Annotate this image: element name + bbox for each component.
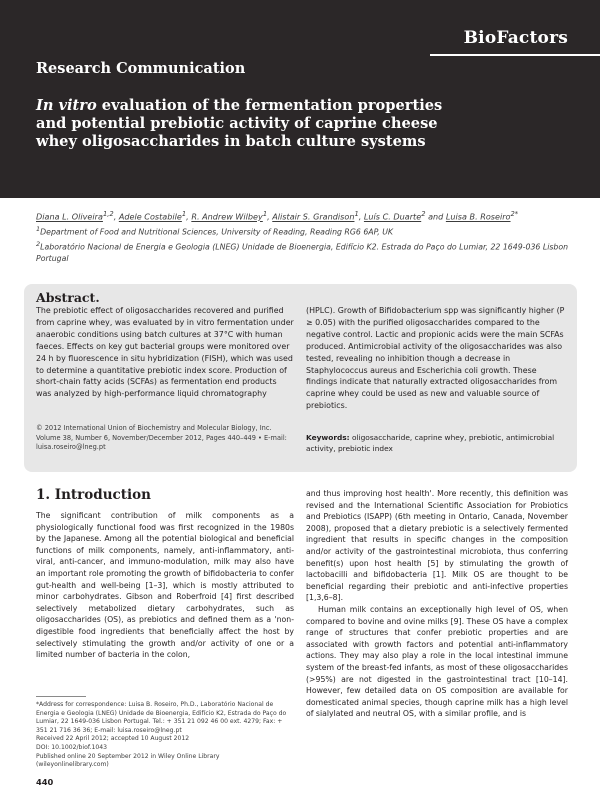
author-affil: 2 bbox=[421, 210, 426, 218]
received-dates: Received 22 April 2012; accepted 10 August 2012 bbox=[36, 735, 190, 743]
journal-rule bbox=[430, 54, 600, 56]
footnote bbox=[36, 701, 294, 770]
author-affil: 1 bbox=[181, 210, 187, 218]
keywords-label: Keywords: bbox=[306, 433, 350, 442]
keywords bbox=[306, 433, 568, 454]
abstract-text-right: (HPLC). Growth of Bifidobacterium spp was significantly higher (P ≥ 0.05) with the purified oligosaccharides compared to the negative control. Lactic and propionic acids were the main SCFAs produced. Antimicrobial activity of the oligosaccharides was also tested, revealing no inhibition though a decrease in Staphylococcus aureus and Escherichia coli growth. These findings indicate that naturally extracted oligosaccharides from caprine whey could be used as new and valuable source of prebiotics. bbox=[306, 306, 565, 411]
keywords-text: oligosaccharide, caprine whey, prebiotic, antimicrobial activity, prebiotic index bbox=[306, 433, 555, 453]
paragraph: The significant contribution of milk components as a physiologically functional food was first recognized in the 1980s by the Japanese. Among all the potential biological and beneficial functions of milk components, namely, anti-inflammatory, anti-viral, anti-cancer, and immuno-modulation, milk may also have an important role promoting the growth of bifidobacteria to confer gut-health and well-being [1–3], which is mostly attributed to minor carbohydrates. Gibson and Roberfroid [4] first described selectively metabolized dietary carbohydrates, such as oligosaccharides (OS), as prebiotics and defined them as a 'non-digestible food ingredients that beneficially affect the host by selectively stimulating the growth and/or activity of one or a limited number of bacteria in the colon, bbox=[36, 511, 294, 660]
published-online: Published online 20 September 2012 in Wiley Online Library (wileyonlinelibrary.com) bbox=[36, 752, 220, 769]
affiliation-text: Laboratório Nacional de Energia e Geologia (LNEG) Unidade de Bioenergia, Edifício K2. Estrada do Paço do Lumiar, 22 1649-036 Lisbon Portugal bbox=[36, 242, 569, 264]
author-name[interactable]: R. Andrew Wilbey bbox=[191, 211, 263, 222]
paragraph: and thus improving host health'. More recently, this definition was revised and the International Scientific Association for Probiotics and Prebiotics (ISAPP) (6th meeting in Ontario, Canada, November 2008), proposed that a dietary prebiotic is a selectively fermented ingredient that results in specific changes in the composition and/or activity of the gastrointestinal microbiota, thus conferring benefit(s) upon host health [5] by stimulating the growth of lactobacilli and bifidobacteria [1]. Milk OS are thought to be beneficial regarding their prebiotic and anti-infective properties [1,3,6–8]. bbox=[306, 489, 568, 603]
abstract-heading: Abstract. bbox=[36, 290, 100, 305]
section-heading: 1. Introduction bbox=[36, 487, 151, 503]
author-affil: 1,2 bbox=[102, 210, 114, 218]
author-name[interactable]: Luís C. Duarte bbox=[363, 211, 422, 222]
affiliation-1 bbox=[36, 224, 576, 238]
body-column-left bbox=[36, 510, 294, 661]
affiliation-sup: 1 bbox=[36, 225, 41, 233]
author-affil: 1 bbox=[262, 210, 268, 218]
affiliation-sup: 2 bbox=[36, 240, 41, 248]
paragraph: Human milk contains an exceptionally high level of OS, when compared to bovine and ovine milks [9]. These OS have a complex range of structures that confer prebiotic properties and are associated with growth factors and potential anti-inflammatory actions. They may also play a role in the local intestinal immune system of the breast-fed infants, as most of these oligosaccharides (>95%) are not digested in the gastrointestinal tract [10–14]. However, few detailed data on OS composition are available for domesticated animal species, though caprine milk has a high level of sialylated and neutral OS, with a similar profile, and is bbox=[306, 604, 568, 719]
footnote-rule bbox=[36, 696, 86, 697]
affiliation-2 bbox=[36, 239, 576, 265]
author-list: Diana L. Oliveira$^{1,2}$, Adele Costabile$^1$, R. Andrew Wilbey$^1$, Alistair S. Grandison$^1$, Luís C. Duarte$^2$ and Luisa B. Roseiro$^{2*}$ bbox=[36, 210, 519, 222]
abstract-text-left: The prebiotic effect of oligosaccharides recovered and purified from caprine whey, was evaluated by in vitro fermentation under anaerobic conditions using batch cultures at 37°C with human faeces. Effects on key gut bacterial groups were monitored over 24 h by fluorescence in situ hybridization (FISH), which was used to determine a quantitative prebiotic index score. Production of short-chain fatty acids (SCFAs) as fermentation end products was analyzed by high-performance liquid chromatography bbox=[36, 306, 294, 399]
article-type: Research Communication bbox=[36, 60, 246, 77]
author-affil: 2* bbox=[510, 210, 519, 218]
title-rest: evaluation of the fermentation properties and potential prebiotic activity of caprine cheese whey oligosaccharides in batch culture systems bbox=[36, 97, 443, 150]
correspondence-address: *Address for correspondence: Luisa B. Roseiro, Ph.D., Laboratório Nacional de Energia e Geologia (LNEG) Unidade de Bioenergia, Edifício K2, Estrada do Paço do Lumiar, 22 1649-036 Lisbon Portugal. Tel.: + 351 21 092 46 00 ext. 4279; Fax: + 351 21 716 36 36; E-mail: luisa.roseiro@lneg.pt bbox=[36, 701, 287, 734]
doi[interactable]: DOI: 10.1002/biof.1043 bbox=[36, 743, 107, 751]
author-name[interactable]: Adele Costabile bbox=[118, 211, 182, 222]
author-name[interactable]: Alistair S. Grandison bbox=[272, 211, 355, 222]
journal-name: BioFactors bbox=[463, 28, 568, 48]
title-italic: In vitro bbox=[36, 97, 97, 114]
page-number: 440 bbox=[36, 777, 54, 787]
author-name[interactable]: Luisa B. Roseiro bbox=[445, 211, 511, 222]
author-name[interactable]: Diana L. Oliveira bbox=[36, 211, 103, 222]
copyright-info: © 2012 International Union of Biochemistry and Molecular Biology, Inc. Volume 38, Number 6, November/December 2012, Pages 440–449 • E-mail: luisa.roseiro@lneg.pt bbox=[36, 424, 287, 451]
affiliation-text: Department of Food and Nutritional Sciences, University of Reading, Reading RG6 6AP, UK bbox=[40, 227, 394, 237]
article-title bbox=[36, 97, 456, 151]
author-affil: 1 bbox=[354, 210, 359, 218]
body-column-right bbox=[306, 488, 568, 720]
